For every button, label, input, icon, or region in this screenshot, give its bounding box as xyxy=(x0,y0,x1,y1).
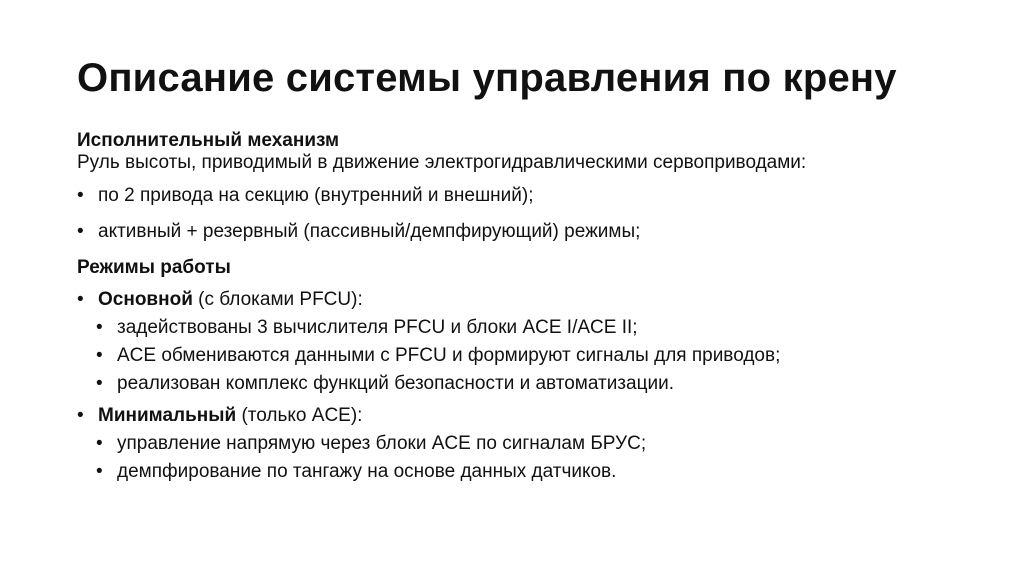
mode-note: (с блоками PFCU): xyxy=(192,289,363,310)
list-item: • по 2 привода на секцию (внутренний и внешний); xyxy=(77,185,977,207)
modes-list xyxy=(77,289,977,483)
mode-item-minimal xyxy=(77,405,977,427)
list-item: • задействованы 3 вычислителя PFCU и блоки ACE I/ACE II; xyxy=(96,317,977,339)
slide-title: Описание системы управления по крену xyxy=(77,56,897,100)
mode-item-main xyxy=(77,289,977,311)
actuator-intro: Руль высоты, приводимый в движение электрогидравлическими сервоприводами: xyxy=(77,152,807,173)
mode-name: Основной xyxy=(98,289,193,310)
slide-content xyxy=(77,130,977,483)
list-item: • ACE обмениваются данными с PFCU и формируют сигналы для приводов; xyxy=(96,345,977,367)
actuator-heading: Исполнительный механизм xyxy=(77,130,340,151)
modes-heading: Режимы работы xyxy=(77,257,231,278)
list-item: • управление напрямую через блоки ACE по сигналам БРУС; xyxy=(96,433,977,455)
mode-name: Минимальный xyxy=(98,405,237,426)
actuator-list xyxy=(77,185,977,243)
list-item: • реализован комплекс функций безопасности и автоматизации. xyxy=(96,373,977,395)
list-item: • активный + резервный (пассивный/демпфирующий) режимы; xyxy=(77,221,977,243)
list-item: • демпфирование по тангажу на основе данных датчиков. xyxy=(96,461,977,483)
mode-note: (только ACE): xyxy=(236,405,363,426)
